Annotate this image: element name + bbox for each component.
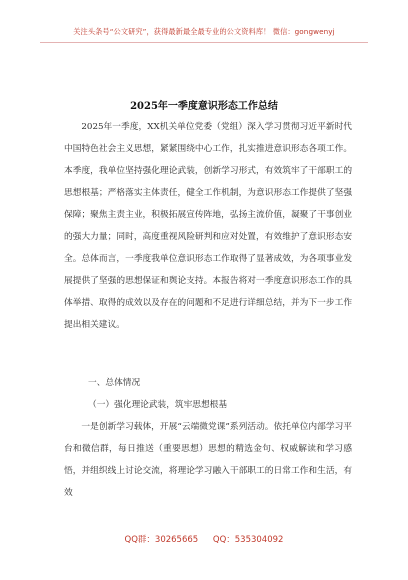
document-title: 2025年一季度意识形态工作总结 <box>130 101 278 112</box>
footer-contact <box>0 533 408 545</box>
footer-qq: QQ：535304092 <box>212 535 284 545</box>
header-banner: 关注头条号“公文研究”，获得最新最全最专业的公文资料库！ 微信：gongwenyj <box>73 27 335 36</box>
section-heading: 一、总体情况 <box>88 378 141 388</box>
body-paragraph: 一是创新学习载体，开展“云端微党课”系列活动。依托单位内部学习平台和微信群，每日推送（重要思想）思想的精选金句、权威解读和学习感悟，并组织线上讨论交流，将理论学习融入干部职工的日常工作和生活，有效 <box>64 422 352 498</box>
subsection-heading: （一）强化理论武装，筑牢思想根基 <box>88 400 227 410</box>
footer-qq-group: QQ群：30265665 <box>124 535 199 545</box>
intro-paragraph: 2025年一季度，XX机关单位党委（党组）深入学习贯彻习近平新时代中国特色社会主义思想，紧紧围绕中心工作，扎实推进意识形态各项工作。本季度，我单位坚持强化理论武装，创新学习形式，有效筑牢了干部职工的思想根基；严格落实主体责任，健全工作机制，为意识形态工作提供了坚强保障；聚焦主责主业，积极拓展宣传阵地，弘扬主流价值，凝聚了干事创业的强大力量；同时，高度重视风险研判和应对处置，有效维护了意识形态安全。总体而言，一季度我单位意识形态工作取得了显著成效，为各项事业发展提供了坚强的思想保证和舆论支持。本报告将对一季度意识形态工作的具体举措、取得的成效以及存在的问题和不足进行详细总结，并为下一步工作提出相关建议。 <box>64 122 352 330</box>
header-divider <box>40 42 368 43</box>
